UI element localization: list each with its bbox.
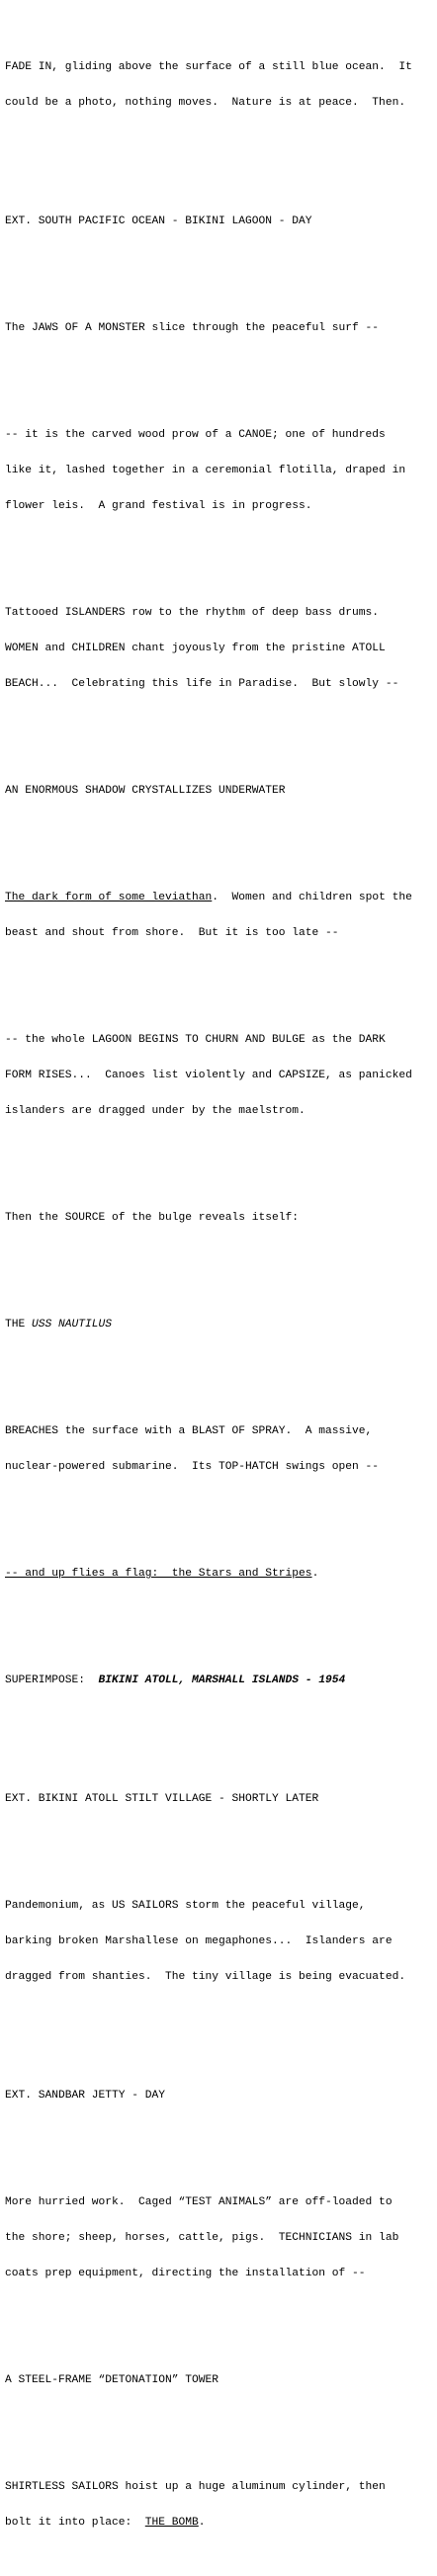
action-paragraph — [5, 583, 434, 714]
text-line: Tattooed ISLANDERS row to the rhythm of deep bass drums. — [5, 607, 380, 619]
text-line: dragged from shanties. The tiny village is being evacuated. — [5, 1971, 406, 1983]
text-line: WOMEN and CHILDREN chant joyously from the pristine ATOLL — [5, 643, 386, 654]
text-line: barking broken Marshallese on megaphones... Islanders are — [5, 1935, 393, 1947]
superimpose-label: SUPERIMPOSE: — [5, 1674, 99, 1686]
text-line: A STEEL-FRAME “DETONATION” TOWER — [5, 2374, 219, 2386]
action-paragraph — [5, 1876, 434, 2007]
superimpose-caption: BIKINI ATOLL, MARSHALL ISLANDS - 1954 — [98, 1674, 346, 1686]
text-line: SHIRTLESS SAILORS hoist up a huge aluminum cylinder, then — [5, 2481, 386, 2493]
text-line: EXT. SANDBAR JETTY - DAY — [5, 2090, 166, 2102]
scene-heading — [5, 2066, 434, 2125]
action-paragraph — [5, 868, 434, 963]
text-line: -- it is the carved wood prow of a CANOE; one of hundreds — [5, 429, 386, 441]
text-line: FORM RISES... Canoes list violently and CAPSIZE, as panicked — [5, 1070, 412, 1081]
scene-heading — [5, 192, 434, 251]
text-line: EXT. BIKINI ATOLL STILT VILLAGE - SHORTLY LATER — [5, 1793, 319, 1805]
text-line: flower leis. A grand festival is in progress. — [5, 500, 312, 512]
text-line: BREACHES the surface with a BLAST OF SPRAY. A massive, — [5, 1425, 373, 1437]
action-paragraph — [5, 761, 434, 820]
text-line: AN ENORMOUS SHADOW CRYSTALLIZES UNDERWATER — [5, 785, 286, 797]
text-line — [5, 1319, 434, 1331]
text-run: bolt it into place: — [5, 2517, 145, 2529]
text-run: . Women and children spot the — [212, 892, 412, 903]
text-line — [5, 1674, 434, 1686]
text-line: The JAWS OF A MONSTER slice through the peaceful surf -- — [5, 322, 380, 334]
text-line: EXT. SOUTH PACIFIC OCEAN - BIKINI LAGOON - DAY — [5, 215, 312, 227]
text-line: could be a photo, nothing moves. Nature is at peace. Then. — [5, 97, 406, 109]
underlined-text: THE BOMB — [144, 2517, 199, 2529]
scene-heading — [5, 1769, 434, 1829]
text-run: . — [198, 2517, 206, 2529]
text-line: More hurried work. Caged “TEST ANIMALS” are off-loaded to — [5, 2196, 393, 2208]
text-line: the shore; sheep, horses, cattle, pigs. TECHNICIANS in lab — [5, 2232, 399, 2244]
screenplay-page — [5, 2, 434, 2576]
underlined-text: -- and up flies a flag: the Stars and Stripes — [5, 1568, 312, 1580]
action-paragraph — [5, 2173, 434, 2303]
action-paragraph — [5, 2457, 434, 2552]
text-line: Then the SOURCE of the bulge reveals itself: — [5, 1212, 300, 1224]
underlined-text: The dark form of some leviathan — [5, 892, 213, 903]
text-line: like it, lashed together in a ceremonial flotilla, draped in — [5, 465, 406, 476]
text-line: nuclear-powered submarine. Its TOP-HATCH swings open -- — [5, 1461, 380, 1473]
text-line: FADE IN, gliding above the surface of a still blue ocean. It — [5, 61, 412, 73]
action-paragraph — [5, 1010, 434, 1141]
text-line: islanders are dragged under by the maelstrom. — [5, 1105, 306, 1117]
action-paragraph — [5, 299, 434, 358]
superimpose-line — [5, 1651, 434, 1710]
text-line: coats prep equipment, directing the installation of -- — [5, 2268, 366, 2279]
action-paragraph — [5, 2351, 434, 2410]
text-line: BEACH... Celebrating this life in Paradise. But slowly -- — [5, 678, 399, 690]
text-run: THE — [5, 1319, 33, 1331]
text-line: beast and shout from shore. But it is too late -- — [5, 927, 339, 939]
action-paragraph — [5, 1295, 434, 1354]
text-line — [5, 1568, 434, 1580]
action-paragraph — [5, 405, 434, 536]
text-line — [5, 892, 434, 903]
action-paragraph — [5, 1544, 434, 1603]
italic-text: USS NAUTILUS — [32, 1319, 113, 1331]
text-line: -- the whole LAGOON BEGINS TO CHURN AND BULGE as the DARK — [5, 1034, 386, 1046]
text-line — [5, 2517, 434, 2529]
action-paragraph — [5, 1402, 434, 1497]
action-paragraph — [5, 1188, 434, 1247]
text-line: Pandemonium, as US SAILORS storm the peaceful village, — [5, 1900, 366, 1912]
action-fade-in — [5, 38, 434, 132]
text-run: . — [311, 1568, 319, 1580]
